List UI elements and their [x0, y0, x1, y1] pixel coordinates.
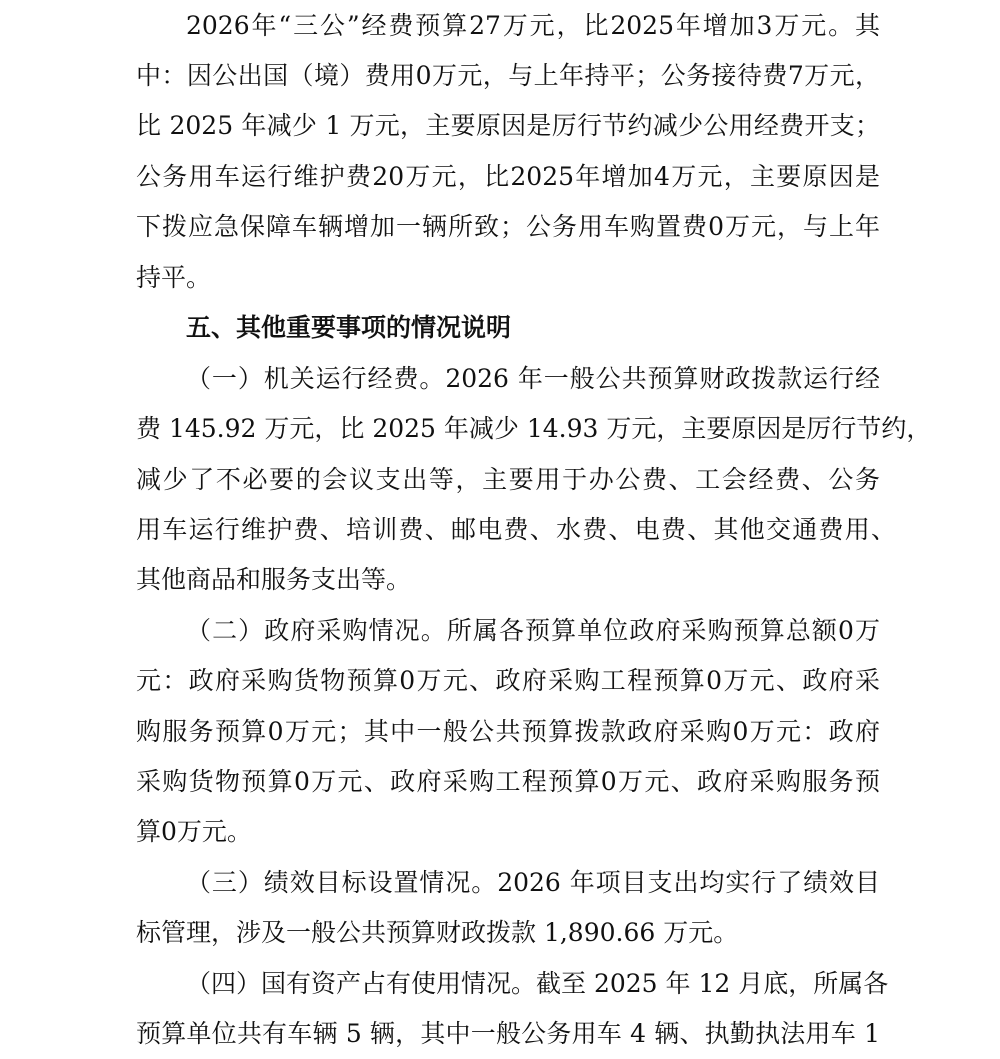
paragraph-line: 预算单位共有车辆 5 辆，其中一般公务用车 4 辆、执勤执法用车 1: [136, 1019, 880, 1048]
paragraph-line: （二）政府采购情况。所属各预算单位政府采购预算总额0万: [186, 616, 880, 645]
paragraph-line: 用车运行维护费、培训费、邮电费、水费、电费、其他交通费用、: [136, 515, 896, 544]
paragraph-line: 其他商品和服务支出等。: [136, 565, 412, 594]
paragraph-line: 减少了不必要的会议支出等，主要用于办公费、工会经费、公务: [136, 465, 880, 494]
paragraph-line: 2026年“三公”经费预算27万元，比2025年增加3万元。其: [186, 11, 880, 40]
paragraph-line: 元：政府采购货物预算0万元、政府采购工程预算0万元、政府采: [136, 666, 880, 695]
paragraph-line: 采购货物预算0万元、政府采购工程预算0万元、政府采购服务预: [136, 767, 880, 796]
paragraph-line: 持平。: [136, 263, 212, 292]
paragraph-line: （四）国有资产占有使用情况。截至 2025 年 12 月底，所属各: [186, 969, 889, 998]
paragraph-line: 比 2025 年减少 1 万元，主要原因是厉行节约减少公用经费开支；: [136, 111, 880, 140]
section-heading: 五、其他重要事项的情况说明: [186, 313, 512, 342]
paragraph-line: （三）绩效目标设置情况。2026 年项目支出均实行了绩效目: [186, 868, 880, 897]
paragraph-line: （一）机关运行经费。2026 年一般公共预算财政拨款运行经: [186, 364, 880, 393]
paragraph-line: 下拨应急保障车辆增加一辆所致；公务用车购置费0万元，与上年: [136, 212, 880, 241]
paragraph-line: 算0万元。: [136, 817, 252, 846]
paragraph-line: 标管理，涉及一般公共预算财政拨款 1,890.66 万元。: [136, 918, 739, 947]
paragraph-line: 公务用车运行维护费20万元，比2025年增加4万元，主要原因是: [136, 162, 880, 191]
paragraph-line: 费 145.92 万元，比 2025 年减少 14.93 万元，主要原因是厉行节约，: [136, 414, 932, 443]
paragraph-line: 购服务预算0万元；其中一般公共预算拨款政府采购0万元：政府: [136, 717, 880, 746]
paragraph-line: 中：因公出国（境）费用0万元，与上年持平；公务接待费7万元，: [136, 61, 880, 90]
